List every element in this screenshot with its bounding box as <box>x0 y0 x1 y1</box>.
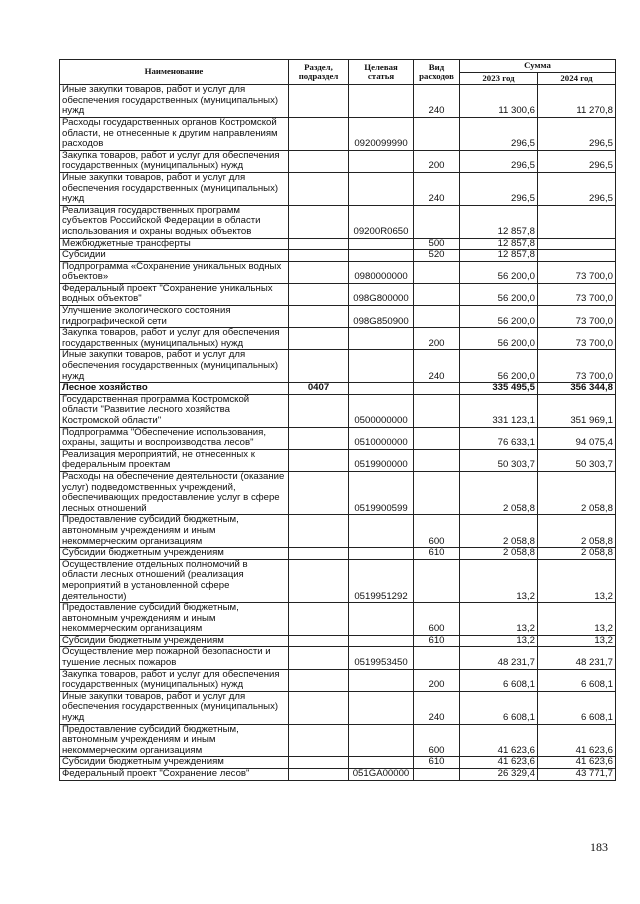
cell-sum-2023: 56 200,0 <box>460 328 538 350</box>
cell-name: Осуществление отдельных полномочий в области лесных отношений (реализация мероприятий в установленной сфере деятельности) <box>60 559 289 602</box>
cell-article <box>349 328 414 350</box>
header-year-2024: 2024 год <box>538 72 616 85</box>
cell-kind <box>414 394 460 427</box>
cell-sum-2023: 296,5 <box>460 172 538 205</box>
cell-name: Федеральный проект "Сохранение лесов" <box>60 769 289 781</box>
header-section: Раздел, подраздел <box>289 60 349 85</box>
cell-sum-2024: 41 623,6 <box>538 757 616 769</box>
cell-sum-2023: 2 058,8 <box>460 515 538 548</box>
table-row <box>60 548 616 560</box>
cell-sum-2023: 56 200,0 <box>460 261 538 283</box>
cell-section <box>289 647 349 669</box>
cell-kind <box>414 427 460 449</box>
cell-article: 0920099990 <box>349 117 414 150</box>
cell-kind <box>414 117 460 150</box>
cell-article <box>349 383 414 395</box>
cell-sum-2024: 50 303,7 <box>538 449 616 471</box>
table-row <box>60 117 616 150</box>
cell-section <box>289 757 349 769</box>
cell-kind <box>414 283 460 305</box>
cell-article <box>349 548 414 560</box>
cell-sum-2023: 26 329,4 <box>460 769 538 781</box>
table-row <box>60 261 616 283</box>
cell-name: Осуществление мер пожарной безопасности и тушение лесных пожаров <box>60 647 289 669</box>
cell-kind <box>414 559 460 602</box>
cell-article: 051GA00000 <box>349 769 414 781</box>
cell-sum-2023: 13,2 <box>460 559 538 602</box>
cell-kind: 610 <box>414 757 460 769</box>
cell-sum-2024: 296,5 <box>538 150 616 172</box>
cell-article: 0519900000 <box>349 449 414 471</box>
table-row <box>60 172 616 205</box>
cell-name: Предоставление субсидий бюджетным, автономным учреждениям и иным некоммерческим организациям <box>60 603 289 636</box>
cell-kind: 240 <box>414 691 460 724</box>
cell-sum-2024: 13,2 <box>538 635 616 647</box>
table-row <box>60 85 616 118</box>
cell-section <box>289 427 349 449</box>
cell-article <box>349 603 414 636</box>
cell-kind <box>414 261 460 283</box>
cell-sum-2024 <box>538 250 616 262</box>
cell-article <box>349 757 414 769</box>
cell-section <box>289 559 349 602</box>
cell-kind: 200 <box>414 328 460 350</box>
cell-kind: 610 <box>414 635 460 647</box>
table-row <box>60 515 616 548</box>
cell-name: Расходы государственных органов Костромской области, не отнесенные к другим направлениям расходов <box>60 117 289 150</box>
cell-kind: 600 <box>414 724 460 757</box>
cell-sum-2024: 11 270,8 <box>538 85 616 118</box>
cell-sum-2024: 6 608,1 <box>538 669 616 691</box>
cell-section <box>289 515 349 548</box>
cell-kind <box>414 306 460 328</box>
cell-sum-2024: 13,2 <box>538 559 616 602</box>
cell-section <box>289 548 349 560</box>
cell-kind <box>414 769 460 781</box>
page-number: 183 <box>590 840 608 854</box>
table-row <box>60 328 616 350</box>
cell-sum-2024: 2 058,8 <box>538 515 616 548</box>
cell-sum-2023: 335 495,5 <box>460 383 538 395</box>
cell-sum-2023: 6 608,1 <box>460 691 538 724</box>
cell-sum-2023: 2 058,8 <box>460 548 538 560</box>
cell-name: Закупка товаров, работ и услуг для обеспечения государственных (муниципальных) нужд <box>60 669 289 691</box>
cell-sum-2024: 41 623,6 <box>538 724 616 757</box>
table-row <box>60 306 616 328</box>
table-row <box>60 769 616 781</box>
cell-kind <box>414 471 460 514</box>
cell-name: Предоставление субсидий бюджетным, автономным учреждениям и иным некоммерческим организациям <box>60 515 289 548</box>
cell-article: 098G800000 <box>349 283 414 305</box>
cell-name: Иные закупки товаров, работ и услуг для обеспечения государственных (муниципальных) нужд <box>60 172 289 205</box>
cell-sum-2024: 296,5 <box>538 172 616 205</box>
cell-sum-2024 <box>538 238 616 250</box>
cell-section <box>289 449 349 471</box>
cell-sum-2023: 56 200,0 <box>460 283 538 305</box>
cell-kind: 600 <box>414 603 460 636</box>
cell-sum-2024: 73 700,0 <box>538 328 616 350</box>
cell-name: Субсидии <box>60 250 289 262</box>
cell-sum-2024: 73 700,0 <box>538 350 616 383</box>
cell-section <box>289 328 349 350</box>
cell-kind: 200 <box>414 669 460 691</box>
cell-sum-2023: 48 231,7 <box>460 647 538 669</box>
cell-name: Иные закупки товаров, работ и услуг для обеспечения государственных (муниципальных) нужд <box>60 350 289 383</box>
cell-sum-2023: 296,5 <box>460 150 538 172</box>
table-header <box>60 60 616 85</box>
cell-sum-2024: 73 700,0 <box>538 261 616 283</box>
cell-sum-2024: 2 058,8 <box>538 471 616 514</box>
cell-name: Подпрограмма «Сохранение уникальных водных объектов» <box>60 261 289 283</box>
table-row <box>60 394 616 427</box>
table-row <box>60 238 616 250</box>
cell-section: 0407 <box>289 383 349 395</box>
cell-name: Реализация мероприятий, не отнесенных к федеральным проектам <box>60 449 289 471</box>
cell-kind: 610 <box>414 548 460 560</box>
table-body <box>60 85 616 780</box>
cell-sum-2024: 73 700,0 <box>538 283 616 305</box>
cell-sum-2023: 12 857,8 <box>460 238 538 250</box>
cell-sum-2023: 331 123,1 <box>460 394 538 427</box>
table-row <box>60 471 616 514</box>
cell-name: Федеральный проект "Сохранение уникальных водных объектов" <box>60 283 289 305</box>
cell-article: 0519953450 <box>349 647 414 669</box>
cell-sum-2024: 13,2 <box>538 603 616 636</box>
cell-sum-2024: 94 075,4 <box>538 427 616 449</box>
cell-sum-2023: 296,5 <box>460 117 538 150</box>
cell-article <box>349 724 414 757</box>
table-row <box>60 691 616 724</box>
cell-article <box>349 172 414 205</box>
cell-sum-2024: 296,5 <box>538 117 616 150</box>
cell-section <box>289 250 349 262</box>
cell-name: Иные закупки товаров, работ и услуг для обеспечения государственных (муниципальных) нужд <box>60 85 289 118</box>
table-row <box>60 427 616 449</box>
cell-section <box>289 238 349 250</box>
cell-name: Межбюджетные трансферты <box>60 238 289 250</box>
table-row <box>60 449 616 471</box>
table-row <box>60 635 616 647</box>
cell-section <box>289 669 349 691</box>
cell-kind: 520 <box>414 250 460 262</box>
cell-section <box>289 172 349 205</box>
cell-section <box>289 261 349 283</box>
cell-kind: 200 <box>414 150 460 172</box>
table-row <box>60 250 616 262</box>
cell-section <box>289 635 349 647</box>
table-row <box>60 603 616 636</box>
cell-sum-2023: 13,2 <box>460 635 538 647</box>
cell-article <box>349 515 414 548</box>
cell-name: Предоставление субсидий бюджетным, автономным учреждениям и иным некоммерческим организациям <box>60 724 289 757</box>
cell-section <box>289 350 349 383</box>
cell-sum-2023: 41 623,6 <box>460 757 538 769</box>
cell-article <box>349 85 414 118</box>
cell-name: Государственная программа Костромской области "Развитие лесного хозяйства Костромской области" <box>60 394 289 427</box>
cell-name: Субсидии бюджетным учреждениям <box>60 757 289 769</box>
cell-name: Лесное хозяйство <box>60 383 289 395</box>
cell-name: Подпрограмма "Обеспечение использования, охраны, защиты и воспроизводства лесов" <box>60 427 289 449</box>
cell-kind: 240 <box>414 172 460 205</box>
cell-kind: 240 <box>414 350 460 383</box>
cell-section <box>289 769 349 781</box>
table-row <box>60 757 616 769</box>
cell-article: 0980000000 <box>349 261 414 283</box>
cell-kind <box>414 647 460 669</box>
cell-kind: 240 <box>414 85 460 118</box>
header-article: Целевая статья <box>349 60 414 85</box>
cell-section <box>289 306 349 328</box>
cell-sum-2024 <box>538 205 616 238</box>
cell-name: Иные закупки товаров, работ и услуг для обеспечения государственных (муниципальных) нужд <box>60 691 289 724</box>
cell-section <box>289 394 349 427</box>
cell-section <box>289 283 349 305</box>
budget-table <box>59 59 616 781</box>
table-row <box>60 283 616 305</box>
cell-sum-2024: 43 771,7 <box>538 769 616 781</box>
header-sum: Сумма <box>460 60 616 73</box>
table-row <box>60 559 616 602</box>
cell-sum-2023: 2 058,8 <box>460 471 538 514</box>
cell-sum-2024: 2 058,8 <box>538 548 616 560</box>
cell-sum-2023: 50 303,7 <box>460 449 538 471</box>
table-row <box>60 669 616 691</box>
cell-sum-2023: 11 300,6 <box>460 85 538 118</box>
cell-sum-2024: 6 608,1 <box>538 691 616 724</box>
table-row <box>60 647 616 669</box>
cell-section <box>289 85 349 118</box>
cell-article <box>349 669 414 691</box>
cell-sum-2023: 76 633,1 <box>460 427 538 449</box>
table-row <box>60 350 616 383</box>
cell-section <box>289 117 349 150</box>
cell-article: 0510000000 <box>349 427 414 449</box>
cell-name: Субсидии бюджетным учреждениям <box>60 548 289 560</box>
cell-section <box>289 691 349 724</box>
cell-article <box>349 250 414 262</box>
cell-sum-2023: 56 200,0 <box>460 306 538 328</box>
cell-article: 09200R0650 <box>349 205 414 238</box>
cell-sum-2023: 12 857,8 <box>460 205 538 238</box>
cell-sum-2023: 13,2 <box>460 603 538 636</box>
cell-sum-2023: 41 623,6 <box>460 724 538 757</box>
header-kind: Вид расходов <box>414 60 460 85</box>
cell-sum-2024: 356 344,8 <box>538 383 616 395</box>
cell-section <box>289 205 349 238</box>
cell-section <box>289 471 349 514</box>
table-row <box>60 150 616 172</box>
cell-article <box>349 238 414 250</box>
cell-name: Расходы на обеспечение деятельности (оказание услуг) подведомственных учреждений, обеспечивающих предоставление услуг в сфере лесных отношений <box>60 471 289 514</box>
cell-name: Реализация государственных программ субъектов Российской Федерации в области использования и охраны водных объектов <box>60 205 289 238</box>
cell-sum-2023: 56 200,0 <box>460 350 538 383</box>
header-year-2023: 2023 год <box>460 72 538 85</box>
cell-name: Закупка товаров, работ и услуг для обеспечения государственных (муниципальных) нужд <box>60 328 289 350</box>
header-name: Наименование <box>60 60 289 85</box>
cell-sum-2024: 48 231,7 <box>538 647 616 669</box>
cell-section <box>289 724 349 757</box>
cell-section <box>289 603 349 636</box>
cell-article: 098G850900 <box>349 306 414 328</box>
cell-article: 0500000000 <box>349 394 414 427</box>
cell-name: Улучшение экологического состояния гидрографической сети <box>60 306 289 328</box>
cell-kind <box>414 383 460 395</box>
cell-article <box>349 150 414 172</box>
cell-article <box>349 635 414 647</box>
cell-sum-2023: 12 857,8 <box>460 250 538 262</box>
cell-name: Субсидии бюджетным учреждениям <box>60 635 289 647</box>
cell-name: Закупка товаров, работ и услуг для обеспечения государственных (муниципальных) нужд <box>60 150 289 172</box>
cell-section <box>289 150 349 172</box>
table-row <box>60 383 616 395</box>
cell-article <box>349 691 414 724</box>
cell-article: 0519900599 <box>349 471 414 514</box>
cell-kind: 600 <box>414 515 460 548</box>
cell-kind <box>414 449 460 471</box>
cell-article: 0519951292 <box>349 559 414 602</box>
table-row <box>60 724 616 757</box>
cell-kind: 500 <box>414 238 460 250</box>
cell-article <box>349 350 414 383</box>
table-row <box>60 205 616 238</box>
cell-sum-2024: 73 700,0 <box>538 306 616 328</box>
cell-sum-2024: 351 969,1 <box>538 394 616 427</box>
cell-sum-2023: 6 608,1 <box>460 669 538 691</box>
cell-kind <box>414 205 460 238</box>
